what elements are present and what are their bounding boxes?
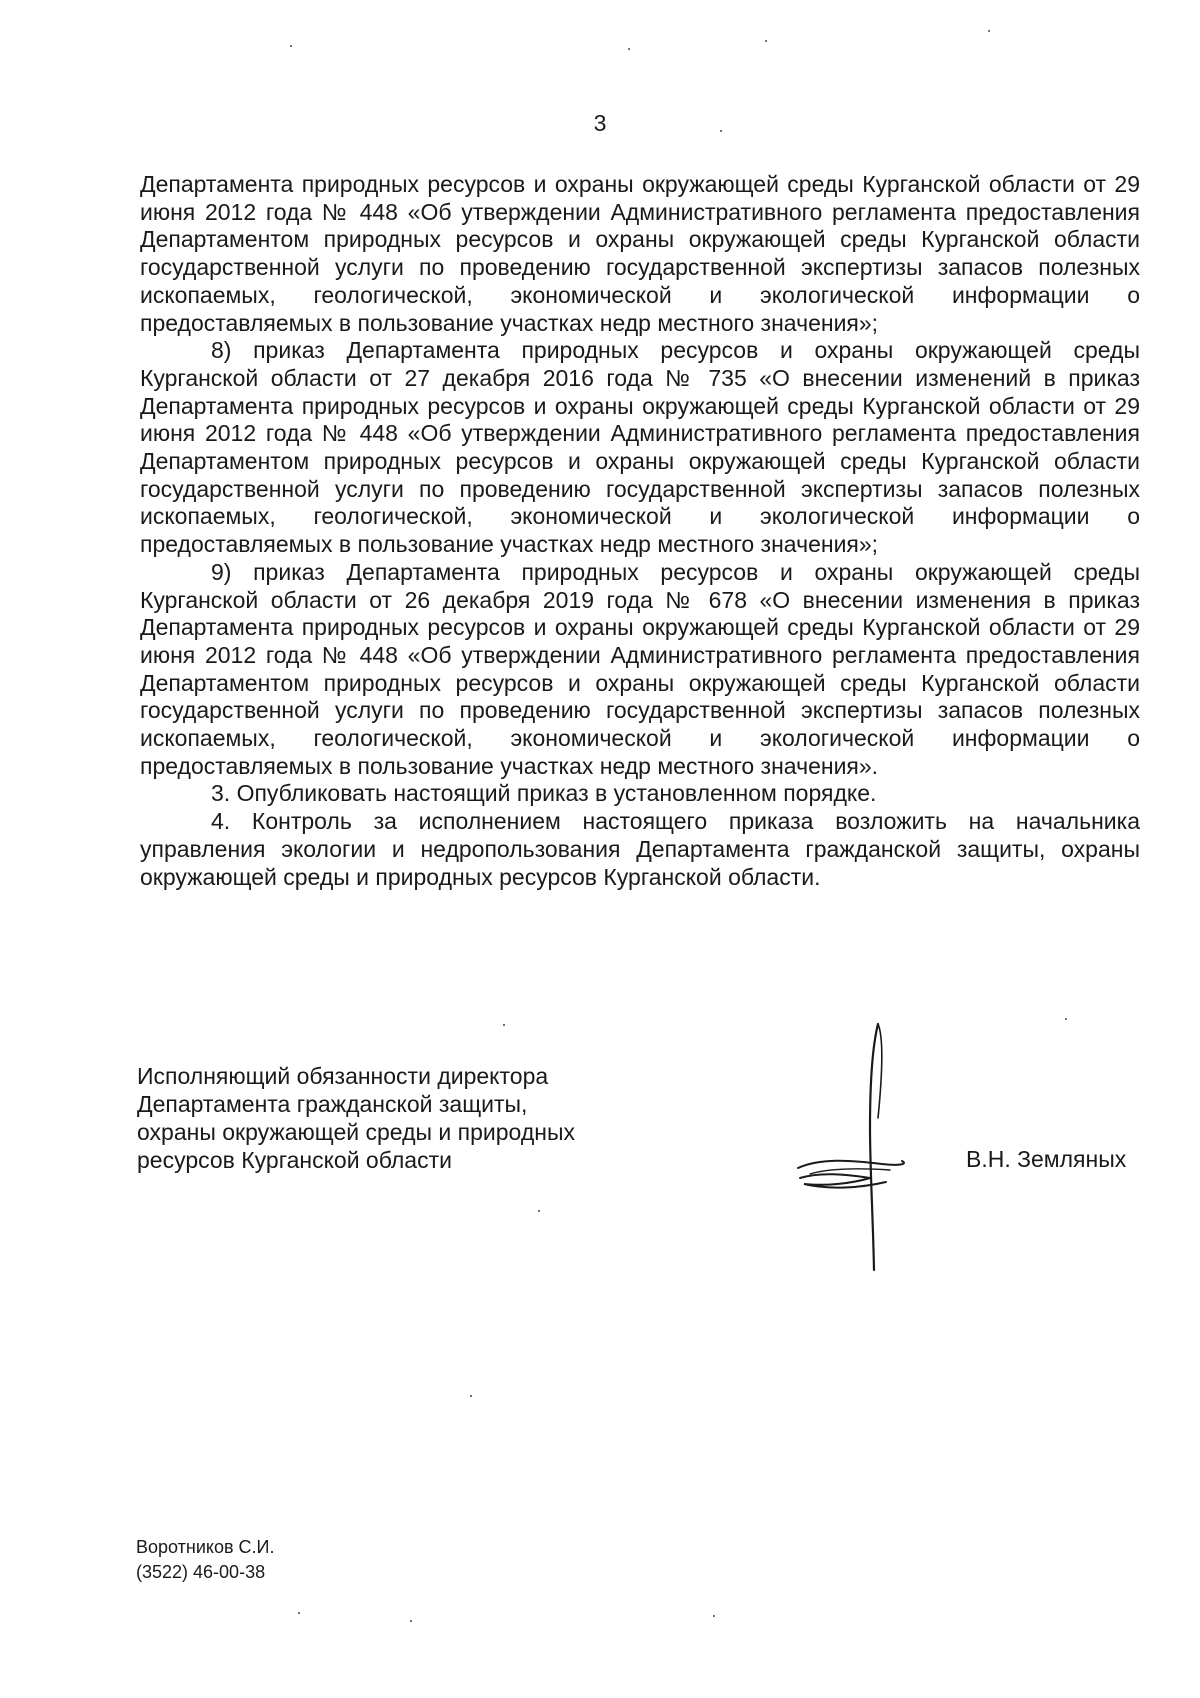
scan-speck <box>298 1612 300 1614</box>
executor-phone: (3522) 46-00-38 <box>136 1562 266 1582</box>
page-number: 3 <box>593 110 607 136</box>
paragraph-continuation: Департамента природных ресурсов и охраны окружающей среды Курганской области от 29 июня 2012 года № 448 «Об утверждении Административного регламента предоставления Департаментом природных ресурсов и охраны окружающей среды Курганской области государственной услуги по проведению государственной экспертизы запасов полезных ископаемых, геологической, экономической и экологической информации о предоставляемых в пользование участках недр местного значения»; <box>140 171 1140 336</box>
scan-speck <box>290 45 292 47</box>
position-line: Исполняющий обязанности директора <box>137 1063 549 1089</box>
signer-name: В.Н. Земляных <box>966 1146 1127 1172</box>
paragraph-point-3: 3. Опубликовать настоящий приказ в установленном порядке. <box>211 780 877 807</box>
document-body <box>140 171 1140 891</box>
scan-speck <box>410 1620 412 1622</box>
scan-speck <box>988 30 990 32</box>
scan-speck <box>720 130 722 132</box>
scan-speck <box>765 40 767 42</box>
executor-info <box>136 1535 274 1585</box>
scan-speck <box>470 1395 472 1397</box>
position-line: охраны окружающей среды и природных <box>137 1119 575 1145</box>
handwritten-signature <box>790 1018 920 1278</box>
paragraph-item-9: 9) приказ Департамента природных ресурсов и охраны окружающей среды Курганской области от 26 декабря 2019 года № 678 «О внесении изменения в приказ Департамента природных ресурсов и охраны окружающей среды Курганской области от 29 июня 2012 года № 448 «Об утверждении Административного регламента предоставления Департаментом природных ресурсов и охраны окружающей среды Курганской области государственной услуги по проведению государственной экспертизы запасов полезных ископаемых, геологической, экономической и экологической информации о предоставляемых в пользование участках недр местного значения». <box>140 558 1140 779</box>
position-line: ресурсов Курганской области <box>137 1147 452 1173</box>
scan-speck <box>538 1210 540 1212</box>
signature-position <box>137 1062 575 1174</box>
scan-speck <box>503 1024 505 1026</box>
paragraph-point-4: 4. Контроль за исполнением настоящего приказа возложить на начальника управления экологии и недропользования Департамента гражданской защиты, охраны окружающей среды и природных ресурсов Курганской области. <box>140 808 1140 890</box>
paragraph-item-8: 8) приказ Департамента природных ресурсов и охраны окружающей среды Курганской области от 27 декабря 2016 года № 735 «О внесении изменений в приказ Департамента природных ресурсов и охраны окружающей среды Курганской области от 29 июня 2012 года № 448 «Об утверждении Административного регламента предоставления Департаментом природных ресурсов и охраны окружающей среды Курганской области государственной услуги по проведению государственной экспертизы запасов полезных ископаемых, геологической, экономической и экологической информации о предоставляемых в пользование участках недр местного значения»; <box>140 337 1140 558</box>
position-line: Департамента гражданской защиты, <box>137 1091 528 1117</box>
scan-speck <box>628 48 630 50</box>
scan-speck <box>713 1615 715 1617</box>
scan-speck <box>1065 1018 1067 1020</box>
executor-name: Воротников С.И. <box>136 1537 275 1557</box>
